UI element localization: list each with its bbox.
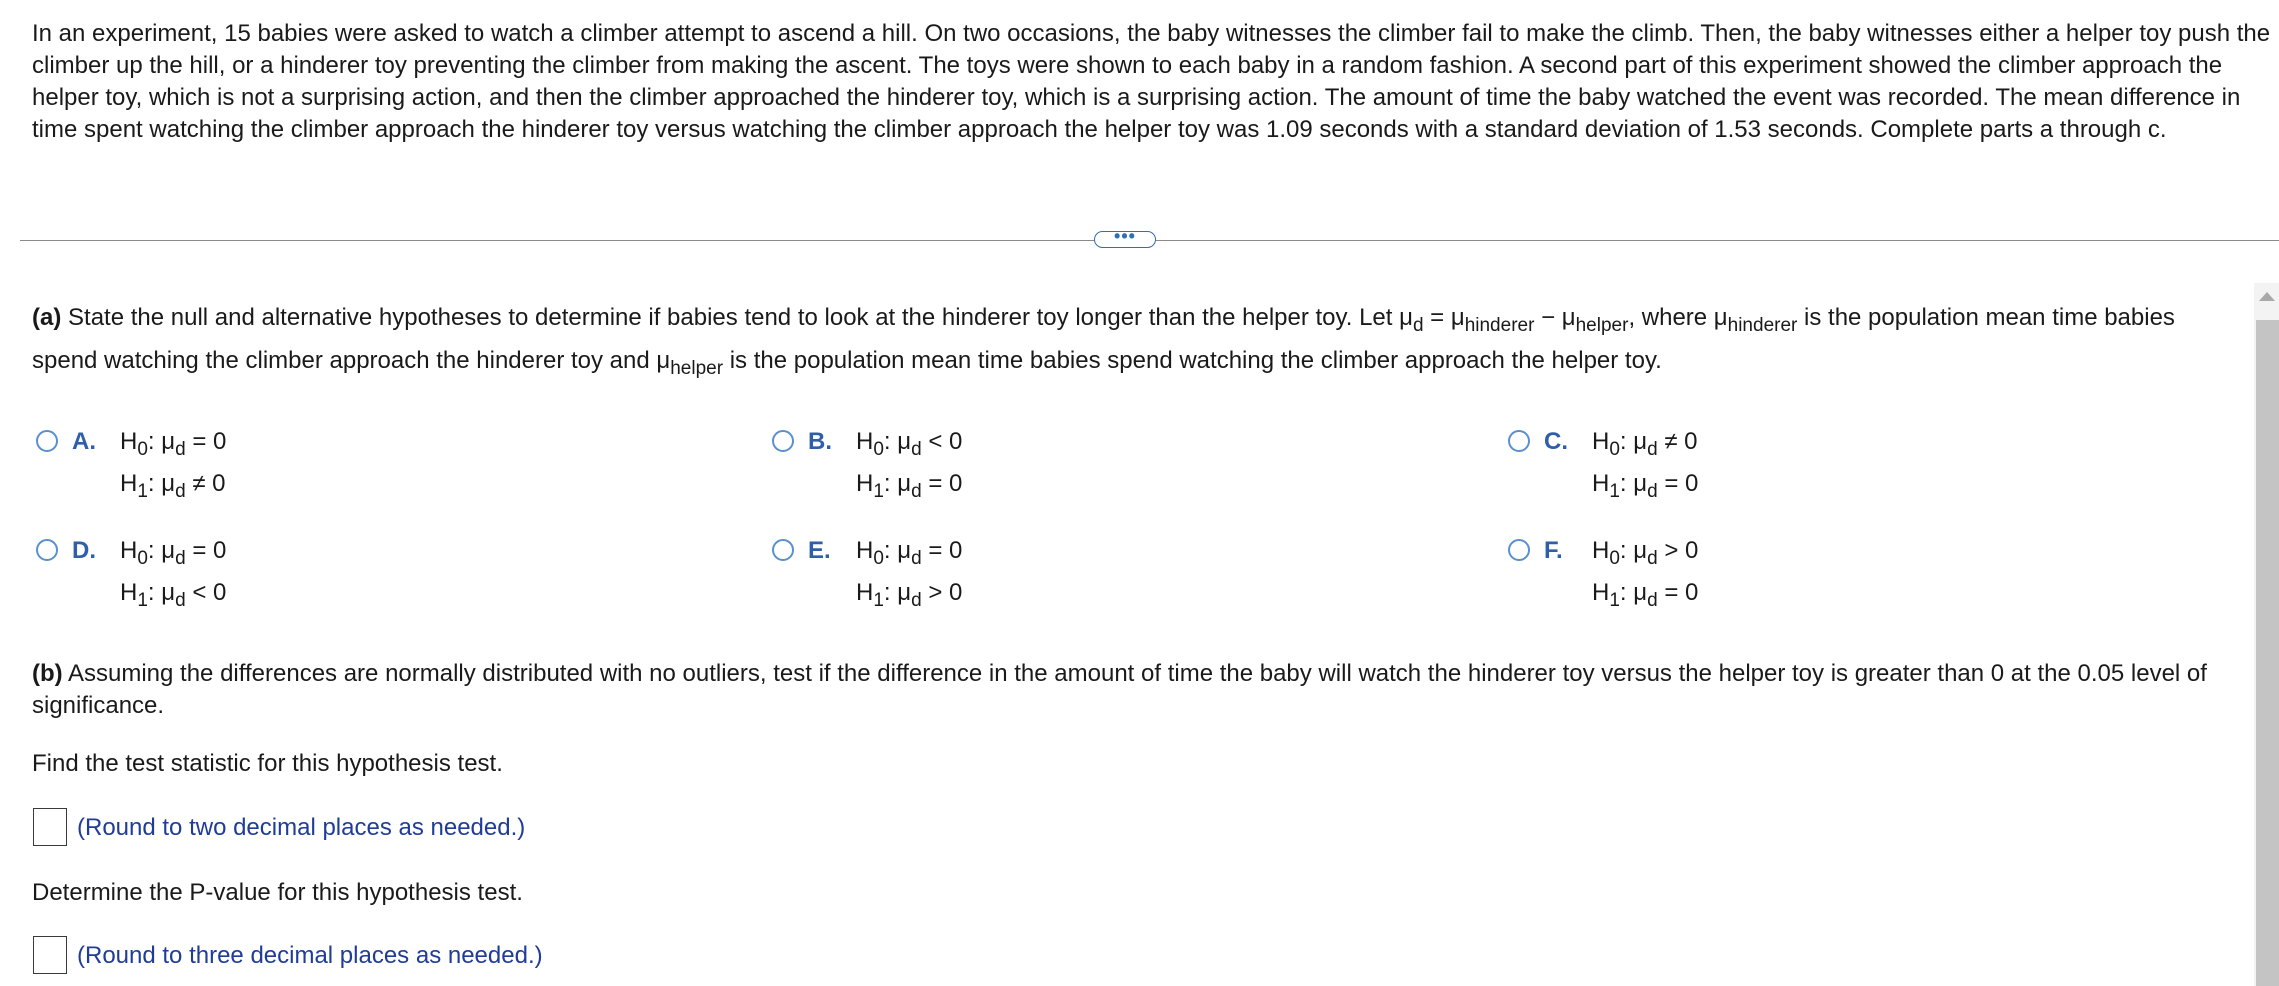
- p-value-input[interactable]: [33, 936, 67, 974]
- option-f-h1: $H_1$: $\mu_d = 0$: [1592, 579, 1699, 611]
- part-b-text: Assuming the differences are normally distributed with no outliers, test if the difference in the amount of time the baby will watch the hinderer toy versus the helper toy is greater than 0 at the 0.05 level of significance.: [32, 660, 2207, 719]
- option-b-radio[interactable]: [772, 430, 794, 452]
- part-a-prompt: [32, 296, 2222, 382]
- option-e-letter: E.: [808, 537, 831, 564]
- problem-intro: In an experiment, 15 babies were asked to watch a climber attempt to ascend a hill. On two occasions, the baby witnesses the climber fail to make the climb. Then, the baby witnesses either a helper toy push the climber up the hill, or a hinderer toy preventing the climber from making the ascent. The toys were shown to each baby in a random fashion. A second part of this experiment showed the climber approach the helper toy, which is not a surprising action, and then the climber approached the hinderer toy, which is a surprising action. The amount of time the baby watched the event was recorded. The mean difference in time spent watching the climber approach the hinderer toy versus watching the climber approach the helper toy was 1.09 seconds with a standard deviation of 1.53 seconds. Complete parts a through c.: [32, 20, 2271, 143]
- test-statistic-input[interactable]: [33, 808, 67, 846]
- option-e-h1: $H_1$: $\mu_d > 0$: [856, 579, 963, 611]
- subscript-hinderer: hinderer: [1464, 315, 1535, 336]
- option-d-letter: D.: [72, 537, 96, 564]
- option-a-radio[interactable]: [36, 430, 58, 452]
- part-b-label: (b): [32, 660, 63, 687]
- option-b-letter: B.: [808, 428, 832, 455]
- option-c-h1: $H_1$: $\mu_d = 0$: [1592, 470, 1699, 502]
- part-a-label: (a): [32, 304, 62, 331]
- option-f-radio[interactable]: [1508, 539, 1530, 561]
- part-a-text-2: = μ: [1423, 304, 1465, 331]
- option-c-letter: C.: [1544, 428, 1568, 455]
- option-c-radio[interactable]: [1508, 430, 1530, 452]
- subscript-helper: helper: [1575, 315, 1629, 336]
- option-a-letter: A.: [72, 428, 96, 455]
- option-e-h0: $H_0$: $\mu_d = 0$: [856, 537, 963, 569]
- subscript-helper: helper: [670, 358, 724, 379]
- part-b-prompt: [32, 658, 2232, 722]
- part-a-text-4: , where μ: [1628, 304, 1728, 331]
- option-a-h1: $H_1$: $\mu_d \ne 0$: [120, 470, 226, 502]
- subscript-hinderer: hinderer: [1727, 315, 1798, 336]
- expand-button[interactable]: •••: [1094, 231, 1156, 248]
- option-c-h0: $H_0$: $\mu_d \ne 0$: [1592, 428, 1698, 460]
- part-a-text-3: − μ: [1534, 304, 1576, 331]
- option-d-h1: $H_1$: $\mu_d < 0$: [120, 579, 227, 611]
- question-p-value: Determine the P-value for this hypothesis test.: [32, 879, 523, 906]
- option-e-radio[interactable]: [772, 539, 794, 561]
- option-a-h0: $H_0$: $\mu_d = 0$: [120, 428, 227, 460]
- part-a-text-1: State the null and alternative hypotheses to determine if babies tend to look at the hinderer toy longer than the helper toy. Let μ: [68, 304, 1413, 331]
- scroll-up-arrow-icon[interactable]: [2259, 292, 2275, 301]
- p-value-hint: (Round to three decimal places as needed.): [77, 942, 543, 969]
- part-a-text-5: is the population mean time babies spend watching the climber approach the hinderer toy and μ: [32, 304, 2175, 374]
- option-f-letter: F.: [1544, 537, 1563, 564]
- subscript-d: d: [1412, 315, 1424, 336]
- question-test-statistic: Find the test statistic for this hypothesis test.: [32, 750, 503, 777]
- option-d-h0: $H_0$: $\mu_d = 0$: [120, 537, 227, 569]
- option-d-radio[interactable]: [36, 539, 58, 561]
- option-b-h0: $H_0$: $\mu_d < 0$: [856, 428, 963, 460]
- option-b-h1: $H_1$: $\mu_d = 0$: [856, 470, 963, 502]
- option-f-h0: $H_0$: $\mu_d > 0$: [1592, 537, 1699, 569]
- test-statistic-hint: (Round to two decimal places as needed.): [77, 814, 526, 841]
- scrollbar-thumb[interactable]: [2256, 320, 2279, 986]
- part-a-text-6: is the population mean time babies spend watching the climber approach the helper toy.: [723, 347, 1662, 374]
